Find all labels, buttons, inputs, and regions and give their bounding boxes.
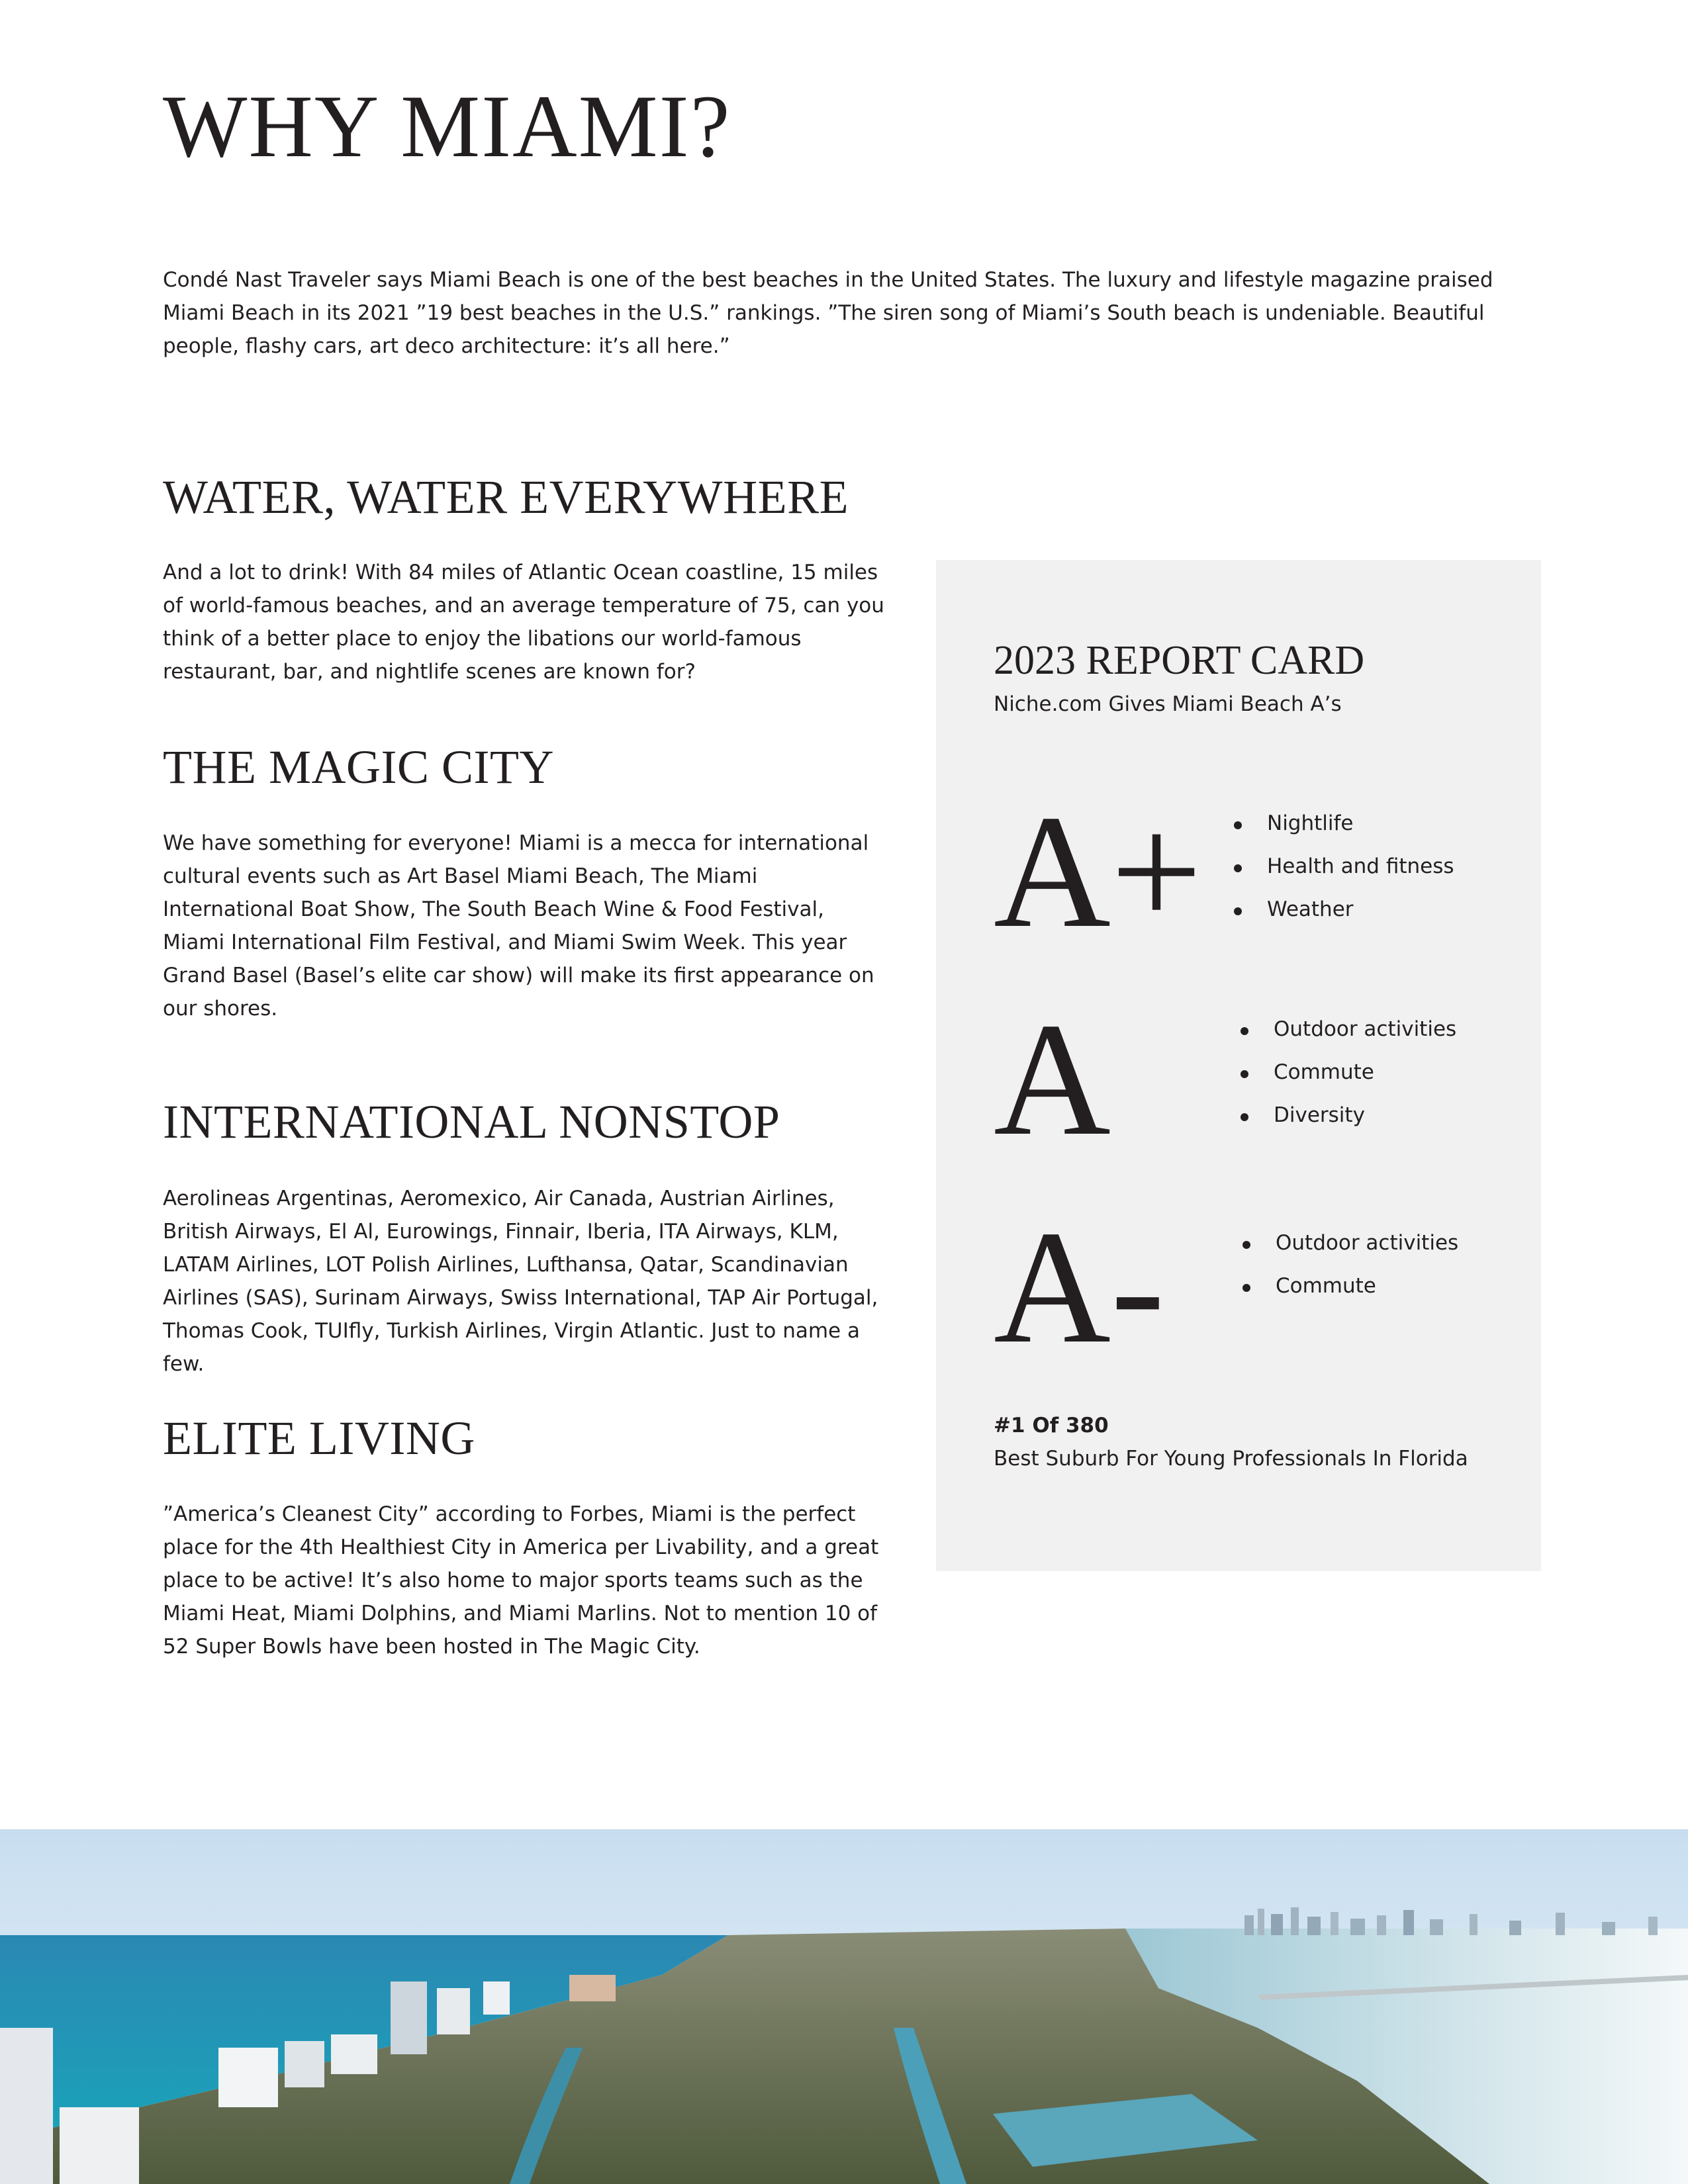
report-card-subtitle: Niche.com Gives Miami Beach A’s — [994, 692, 1342, 716]
list-item: Commute — [1243, 1265, 1458, 1308]
intro-paragraph: Condé Nast Traveler says Miami Beach is one of the best beaches in the United States. The luxury and lifestyle magazine praised Miami Beach in its 2021 ”19 best beaches in the U.S.” rankings. ”The siren song of Miami’s South beach is undeniable. Beautiful people, flashy cars, art deco architecture: it’s all here.” — [163, 268, 1493, 358]
list-item: Diversity — [1241, 1094, 1456, 1137]
list-item: Health and fitness — [1234, 845, 1454, 888]
list-item: Nightlife — [1234, 802, 1454, 845]
section-body-water: And a lot to drink! With 84 miles of Atlantic Ocean coastline, 15 miles of world-famous beaches, and an average temperature of 75, can you think of a better place to enjoy the libations our world-famous restaurant, bar, and nightlife scenes are known for? — [163, 561, 884, 684]
report-card — [936, 560, 1541, 1571]
list-item: Outdoor activities — [1243, 1222, 1458, 1265]
section-title-magic-city: THE MAGIC CITY — [163, 741, 554, 794]
grade-a-plus: A+ — [994, 782, 1203, 961]
grade-a-list — [1241, 1008, 1456, 1137]
rank-label: Best Suburb For Young Professionals In Florida — [994, 1447, 1468, 1471]
grade-a: A — [994, 989, 1111, 1169]
section-body-elite-living: ”America’s Cleanest City” according to Forbes, Miami is the perfect place for the 4th Healthiest City in America per Livability, and a great place to be active! It’s also home to major sports teams such as the Miami Heat, Miami Dolphins, and Miami Marlins. Not to mention 10 of 52 Super Bowls have been hosted in The Magic City. — [163, 1502, 879, 1659]
list-item: Weather — [1234, 888, 1454, 931]
section-body-magic-city: We have something for everyone! Miami is a mecca for international cultural events such as Art Basel Miami Beach, The Miami International Boat Show, The South Beach Wine & Food Festival, Miami International Film Festival, and Miami Swim Week. This year Grand Basel (Basel’s elite car show) will make its first appearance on our shores. — [163, 831, 874, 1021]
section-title-elite-living: ELITE LIVING — [163, 1412, 475, 1465]
miami-aerial-photo — [0, 1829, 1688, 2184]
grade-a-minus: A- — [994, 1197, 1165, 1377]
section-title-water: WATER, WATER EVERYWHERE — [163, 471, 849, 523]
report-card-title: 2023 REPORT CARD — [994, 638, 1365, 683]
grade-a-plus-list — [1234, 802, 1454, 931]
list-item: Commute — [1241, 1051, 1456, 1094]
grade-a-minus-list — [1243, 1222, 1458, 1308]
section-title-international: INTERNATIONAL NONSTOP — [163, 1095, 780, 1148]
list-item: Outdoor activities — [1241, 1008, 1456, 1051]
section-body-international: Aerolineas Argentinas, Aeromexico, Air Canada, Austrian Airlines, British Airways, El Al, Eurowings, Finnair, Iberia, ITA Airways, KLM, LATAM Airlines, LOT Polish Airlines, Lufthansa, Qatar, Scandinavian Airlines (SAS), Surinam Airways, Swiss International, TAP Air Portugal, Thomas Cook, TUIfly, Turkish Airlines, Virgin Atlantic. Just to name a few. — [163, 1187, 878, 1376]
page-title: WHY MIAMI? — [163, 77, 731, 176]
rank-value: #1 Of 380 — [994, 1414, 1109, 1437]
